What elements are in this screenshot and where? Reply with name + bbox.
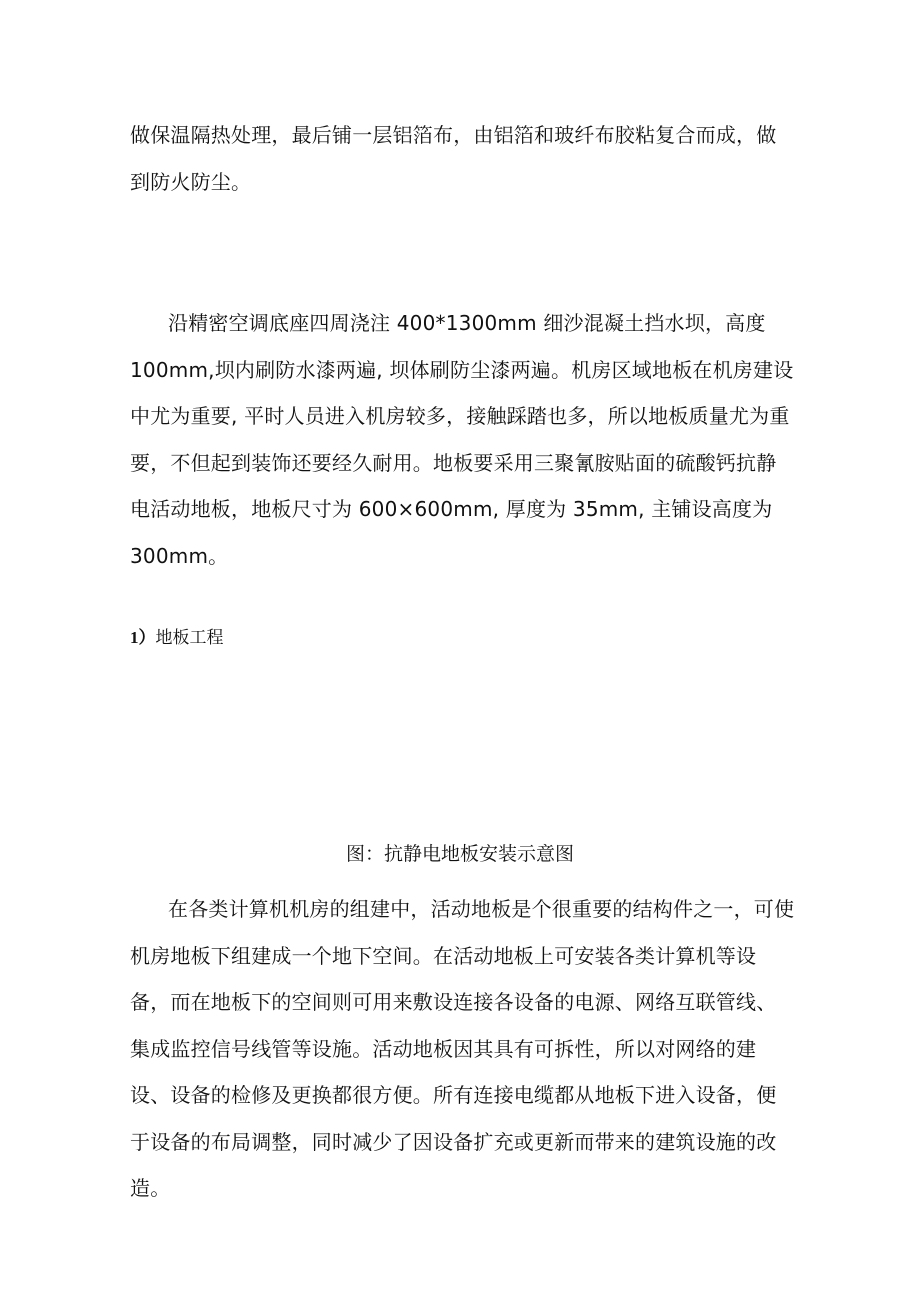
section-heading-floor-works (130, 625, 224, 651)
section-heading-number: 1） (130, 628, 156, 647)
paragraph-insulation: 做保温隔热处理，最后铺一层铝箔布，由铝箔和玻纤布胶粘复合而成，做到防火防尘。 (130, 123, 777, 194)
paragraph-raised-floor-benefits: 在各类计算机机房的组建中，活动地板是个很重要的结构件之一，可使机房地板下组建成一个地下空间。在活动地板上可安装各类计算机等设备，而在地板下的空间则可用来敷设连接各设备的电源、网络互联管线、集成监控信号线管等设施。活动地板因其具有可拆性，所以对网络的建设、设备的检修及更换都很方便。所有连接电缆都从地板下进入设备，便于设备的布局调整，同时减少了因设备扩充或更新而带来的建筑设施的改造。 (130, 897, 795, 1200)
section-heading-text: 地板工程 (155, 628, 224, 648)
figure-caption: 图：抗静电地板安装示意图 (345, 843, 574, 865)
paragraph-water-dam-and-floor: 沿精密空调底座四周浇注 400*1300mm 细沙混凝土挡水坝，高度100mm,坝内刷防水漆两遍, 坝体刷防尘漆两遍。机房区域地板在机房建设中尤为重要, 平时人员进入机房较多，接触踩踏也多，所以地板质量尤为重要，不但起到装饰还要经久耐用。地板要采用三聚氰胺贴面的硫酸钙抗静电活动地板，地板尺寸为 600×600mm, 厚度为 35mm, 主铺设高度为300mm。 (130, 311, 794, 568)
